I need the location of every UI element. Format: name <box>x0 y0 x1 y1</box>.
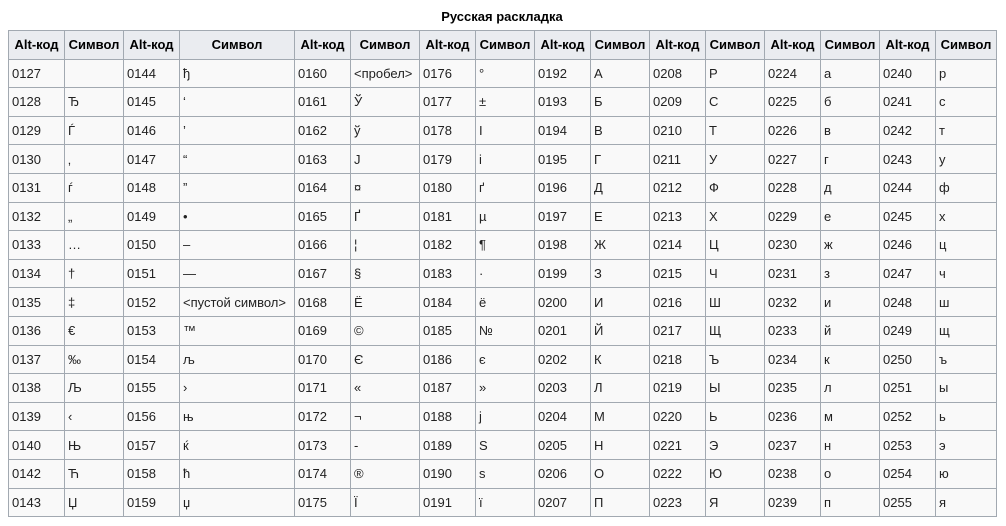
symbol-cell: Б <box>591 88 650 117</box>
alt-code-cell: 0143 <box>9 488 65 517</box>
alt-code-cell: 0132 <box>9 202 65 231</box>
symbol-cell: µ <box>476 202 535 231</box>
symbol-cell: А <box>591 59 650 88</box>
alt-code-cell: 0253 <box>880 431 936 460</box>
symbol-cell: Ч <box>706 259 765 288</box>
symbol-cell: К <box>591 345 650 374</box>
alt-code-cell: 0201 <box>535 316 591 345</box>
header-alt-code: Alt-код <box>295 31 351 60</box>
alt-code-cell: 0181 <box>420 202 476 231</box>
alt-code-cell: 0182 <box>420 231 476 260</box>
header-symbol: Символ <box>936 31 997 60</box>
header-symbol: Символ <box>591 31 650 60</box>
symbol-cell: е <box>821 202 880 231</box>
symbol-cell: з <box>821 259 880 288</box>
symbol-cell: я <box>936 488 997 517</box>
symbol-cell: „ <box>65 202 124 231</box>
alt-code-cell: 0242 <box>880 116 936 145</box>
symbol-cell: Э <box>706 431 765 460</box>
symbol-cell: ш <box>936 288 997 317</box>
symbol-cell: є <box>476 345 535 374</box>
symbol-cell: ’ <box>180 116 295 145</box>
symbol-cell: С <box>706 88 765 117</box>
alt-code-cell: 0136 <box>9 316 65 345</box>
symbol-cell: <пробел> <box>351 59 420 88</box>
alt-code-cell: 0237 <box>765 431 821 460</box>
alt-code-cell: 0162 <box>295 116 351 145</box>
symbol-cell: Ї <box>351 488 420 517</box>
alt-code-cell: 0179 <box>420 145 476 174</box>
table-row <box>9 145 997 174</box>
alt-code-cell: 0211 <box>650 145 706 174</box>
symbol-cell: ц <box>936 231 997 260</box>
symbol-cell: Ћ <box>65 459 124 488</box>
table-row <box>9 402 997 431</box>
symbol-cell: © <box>351 316 420 345</box>
alt-code-cell: 0191 <box>420 488 476 517</box>
alt-code-cell: 0177 <box>420 88 476 117</box>
table-body <box>9 59 997 517</box>
symbol-cell: ѓ <box>65 173 124 202</box>
symbol-cell: « <box>351 374 420 403</box>
alt-code-cell: 0172 <box>295 402 351 431</box>
alt-code-cell: 0240 <box>880 59 936 88</box>
alt-code-cell: 0206 <box>535 459 591 488</box>
alt-code-cell: 0185 <box>420 316 476 345</box>
alt-code-cell: 0218 <box>650 345 706 374</box>
alt-code-cell: 0152 <box>124 288 180 317</box>
alt-code-cell: 0156 <box>124 402 180 431</box>
header-symbol: Символ <box>180 31 295 60</box>
alt-code-cell: 0175 <box>295 488 351 517</box>
symbol-cell: ю <box>936 459 997 488</box>
symbol-cell: ђ <box>180 59 295 88</box>
table-row <box>9 488 997 517</box>
header-alt-code: Alt-код <box>650 31 706 60</box>
table-row <box>9 173 997 202</box>
symbol-cell: · <box>476 259 535 288</box>
header-row <box>9 31 997 60</box>
symbol-cell: Ѕ <box>476 431 535 460</box>
symbol-cell: — <box>180 259 295 288</box>
symbol-cell: ‚ <box>65 145 124 174</box>
symbol-cell: Ю <box>706 459 765 488</box>
alt-code-cell: 0131 <box>9 173 65 202</box>
alt-code-cell: 0204 <box>535 402 591 431</box>
alt-code-cell: 0225 <box>765 88 821 117</box>
header-alt-code: Alt-код <box>880 31 936 60</box>
alt-code-cell: 0192 <box>535 59 591 88</box>
symbol-cell: г <box>821 145 880 174</box>
symbol-cell: Ё <box>351 288 420 317</box>
symbol-cell: Ґ <box>351 202 420 231</box>
table-row <box>9 59 997 88</box>
symbol-cell: Ж <box>591 231 650 260</box>
alt-code-cell: 0149 <box>124 202 180 231</box>
symbol-cell: ‰ <box>65 345 124 374</box>
symbol-cell: ь <box>936 402 997 431</box>
alt-code-cell: 0252 <box>880 402 936 431</box>
alt-code-cell: 0189 <box>420 431 476 460</box>
alt-code-cell: 0165 <box>295 202 351 231</box>
symbol-cell: ‡ <box>65 288 124 317</box>
alt-code-cell: 0210 <box>650 116 706 145</box>
symbol-cell: Р <box>706 59 765 88</box>
alt-code-cell: 0247 <box>880 259 936 288</box>
alt-code-cell: 0241 <box>880 88 936 117</box>
symbol-cell: П <box>591 488 650 517</box>
table-row <box>9 116 997 145</box>
alt-code-cell: 0188 <box>420 402 476 431</box>
alt-code-cell: 0150 <box>124 231 180 260</box>
alt-code-cell: 0254 <box>880 459 936 488</box>
symbol-cell: ° <box>476 59 535 88</box>
alt-code-cell: 0197 <box>535 202 591 231</box>
symbol-cell: › <box>180 374 295 403</box>
alt-code-cell: 0212 <box>650 173 706 202</box>
symbol-cell: § <box>351 259 420 288</box>
symbol-cell: џ <box>180 488 295 517</box>
symbol-cell: с <box>936 88 997 117</box>
alt-code-cell: 0170 <box>295 345 351 374</box>
symbol-cell: † <box>65 259 124 288</box>
table-row <box>9 345 997 374</box>
alt-code-cell: 0248 <box>880 288 936 317</box>
symbol-cell: п <box>821 488 880 517</box>
symbol-cell <box>65 59 124 88</box>
alt-code-cell: 0190 <box>420 459 476 488</box>
alt-code-cell: 0157 <box>124 431 180 460</box>
symbol-cell: Ф <box>706 173 765 202</box>
symbol-cell: … <box>65 231 124 260</box>
alt-code-cell: 0238 <box>765 459 821 488</box>
table-row <box>9 88 997 117</box>
alt-code-cell: 0207 <box>535 488 591 517</box>
alt-code-cell: 0168 <box>295 288 351 317</box>
symbol-cell: т <box>936 116 997 145</box>
table-row <box>9 459 997 488</box>
table-row <box>9 431 997 460</box>
table-row <box>9 374 997 403</box>
table-row <box>9 231 997 260</box>
alt-code-cell: 0223 <box>650 488 706 517</box>
table-row <box>9 288 997 317</box>
symbol-cell: н <box>821 431 880 460</box>
alt-code-cell: 0178 <box>420 116 476 145</box>
alt-code-cell: 0186 <box>420 345 476 374</box>
alt-code-cell: 0236 <box>765 402 821 431</box>
alt-code-cell: 0234 <box>765 345 821 374</box>
symbol-cell: Й <box>591 316 650 345</box>
alt-code-cell: 0127 <box>9 59 65 88</box>
alt-code-cell: 0255 <box>880 488 936 517</box>
symbol-cell: ‘ <box>180 88 295 117</box>
alt-code-cell: 0232 <box>765 288 821 317</box>
alt-code-cell: 0163 <box>295 145 351 174</box>
symbol-cell: х <box>936 202 997 231</box>
alt-code-cell: 0184 <box>420 288 476 317</box>
symbol-cell: Ы <box>706 374 765 403</box>
alt-code-cell: 0133 <box>9 231 65 260</box>
alt-code-cell: 0171 <box>295 374 351 403</box>
symbol-cell: М <box>591 402 650 431</box>
symbol-cell: а <box>821 59 880 88</box>
alt-code-cell: 0164 <box>295 173 351 202</box>
symbol-cell: Ј <box>351 145 420 174</box>
symbol-cell: Щ <box>706 316 765 345</box>
symbol-cell: к <box>821 345 880 374</box>
symbol-cell: њ <box>180 402 295 431</box>
symbol-cell: у <box>936 145 997 174</box>
alt-code-cell: 0200 <box>535 288 591 317</box>
alt-code-cell: 0224 <box>765 59 821 88</box>
symbol-cell: € <box>65 316 124 345</box>
alt-code-cell: 0243 <box>880 145 936 174</box>
header-symbol: Символ <box>476 31 535 60</box>
symbol-cell: Ц <box>706 231 765 260</box>
symbol-cell: ѕ <box>476 459 535 488</box>
alt-code-cell: 0213 <box>650 202 706 231</box>
alt-code-cell: 0144 <box>124 59 180 88</box>
symbol-cell: Д <box>591 173 650 202</box>
symbol-cell: ы <box>936 374 997 403</box>
symbol-cell: э <box>936 431 997 460</box>
symbol-cell: ¶ <box>476 231 535 260</box>
header-symbol: Символ <box>65 31 124 60</box>
alt-code-cell: 0151 <box>124 259 180 288</box>
symbol-cell: ® <box>351 459 420 488</box>
alt-code-cell: 0158 <box>124 459 180 488</box>
table-caption: Русская раскладка <box>441 9 563 24</box>
header-alt-code: Alt-код <box>535 31 591 60</box>
alt-code-cell: 0169 <box>295 316 351 345</box>
alt-code-cell: 0142 <box>9 459 65 488</box>
alt-code-cell: 0145 <box>124 88 180 117</box>
alt-code-cell: 0220 <box>650 402 706 431</box>
symbol-cell: Л <box>591 374 650 403</box>
alt-code-cell: 0219 <box>650 374 706 403</box>
alt-code-cell: 0239 <box>765 488 821 517</box>
symbol-cell: Ђ <box>65 88 124 117</box>
symbol-cell: б <box>821 88 880 117</box>
symbol-cell: О <box>591 459 650 488</box>
alt-code-table <box>8 30 997 517</box>
alt-code-cell: 0209 <box>650 88 706 117</box>
symbol-cell: ™ <box>180 316 295 345</box>
symbol-cell: І <box>476 116 535 145</box>
symbol-cell: Є <box>351 345 420 374</box>
symbol-cell: щ <box>936 316 997 345</box>
alt-code-cell: 0137 <box>9 345 65 374</box>
symbol-cell: Њ <box>65 431 124 460</box>
alt-code-cell: 0250 <box>880 345 936 374</box>
alt-code-cell: 0222 <box>650 459 706 488</box>
symbol-cell: Ь <box>706 402 765 431</box>
symbol-cell: У <box>706 145 765 174</box>
alt-code-cell: 0198 <box>535 231 591 260</box>
symbol-cell: - <box>351 431 420 460</box>
alt-code-cell: 0231 <box>765 259 821 288</box>
symbol-cell: – <box>180 231 295 260</box>
symbol-cell: і <box>476 145 535 174</box>
symbol-cell: ¬ <box>351 402 420 431</box>
header-symbol: Символ <box>821 31 880 60</box>
symbol-cell: ¤ <box>351 173 420 202</box>
alt-code-cell: 0202 <box>535 345 591 374</box>
alt-code-cell: 0235 <box>765 374 821 403</box>
alt-code-cell: 0203 <box>535 374 591 403</box>
alt-code-cell: 0128 <box>9 88 65 117</box>
header-symbol: Символ <box>706 31 765 60</box>
symbol-cell: ґ <box>476 173 535 202</box>
symbol-cell: ќ <box>180 431 295 460</box>
symbol-cell: р <box>936 59 997 88</box>
alt-code-cell: 0134 <box>9 259 65 288</box>
symbol-cell: ч <box>936 259 997 288</box>
symbol-cell: д <box>821 173 880 202</box>
symbol-cell: Љ <box>65 374 124 403</box>
header-symbol: Символ <box>351 31 420 60</box>
alt-code-cell: 0229 <box>765 202 821 231</box>
alt-code-cell: 0208 <box>650 59 706 88</box>
symbol-cell: ё <box>476 288 535 317</box>
symbol-cell: Ш <box>706 288 765 317</box>
symbol-cell: Ў <box>351 88 420 117</box>
alt-code-cell: 0228 <box>765 173 821 202</box>
symbol-cell: ¦ <box>351 231 420 260</box>
alt-code-cell: 0249 <box>880 316 936 345</box>
alt-code-cell: 0221 <box>650 431 706 460</box>
symbol-cell: Е <box>591 202 650 231</box>
alt-code-cell: 0183 <box>420 259 476 288</box>
symbol-cell: Џ <box>65 488 124 517</box>
symbol-cell: в <box>821 116 880 145</box>
symbol-cell: ъ <box>936 345 997 374</box>
symbol-cell: <пустой символ> <box>180 288 295 317</box>
symbol-cell: » <box>476 374 535 403</box>
alt-code-cell: 0174 <box>295 459 351 488</box>
alt-code-cell: 0180 <box>420 173 476 202</box>
symbol-cell: и <box>821 288 880 317</box>
alt-code-cell: 0227 <box>765 145 821 174</box>
alt-code-cell: 0130 <box>9 145 65 174</box>
symbol-cell: й <box>821 316 880 345</box>
table-row <box>9 316 997 345</box>
alt-code-cell: 0199 <box>535 259 591 288</box>
symbol-cell: Т <box>706 116 765 145</box>
alt-code-cell: 0146 <box>124 116 180 145</box>
alt-code-cell: 0233 <box>765 316 821 345</box>
alt-code-cell: 0226 <box>765 116 821 145</box>
symbol-cell: ж <box>821 231 880 260</box>
header-alt-code: Alt-код <box>9 31 65 60</box>
symbol-cell: Я <box>706 488 765 517</box>
symbol-cell: м <box>821 402 880 431</box>
symbol-cell: о <box>821 459 880 488</box>
symbol-cell: “ <box>180 145 295 174</box>
symbol-cell: В <box>591 116 650 145</box>
alt-code-cell: 0217 <box>650 316 706 345</box>
alt-code-cell: 0196 <box>535 173 591 202</box>
header-alt-code: Alt-код <box>765 31 821 60</box>
symbol-cell: ў <box>351 116 420 145</box>
alt-code-cell: 0215 <box>650 259 706 288</box>
alt-code-cell: 0176 <box>420 59 476 88</box>
alt-code-cell: 0246 <box>880 231 936 260</box>
symbol-cell: л <box>821 374 880 403</box>
symbol-cell: ” <box>180 173 295 202</box>
alt-code-cell: 0214 <box>650 231 706 260</box>
table-row <box>9 202 997 231</box>
header-alt-code: Alt-код <box>124 31 180 60</box>
symbol-cell: Ъ <box>706 345 765 374</box>
alt-code-cell: 0129 <box>9 116 65 145</box>
alt-code-cell: 0148 <box>124 173 180 202</box>
symbol-cell: ‹ <box>65 402 124 431</box>
symbol-cell: ћ <box>180 459 295 488</box>
symbol-cell: № <box>476 316 535 345</box>
alt-code-cell: 0187 <box>420 374 476 403</box>
symbol-cell: ± <box>476 88 535 117</box>
symbol-cell: ф <box>936 173 997 202</box>
symbol-cell: • <box>180 202 295 231</box>
alt-code-cell: 0205 <box>535 431 591 460</box>
symbol-cell: И <box>591 288 650 317</box>
symbol-cell: ј <box>476 402 535 431</box>
symbol-cell: Н <box>591 431 650 460</box>
alt-code-cell: 0166 <box>295 231 351 260</box>
alt-code-cell: 0161 <box>295 88 351 117</box>
symbol-cell: Х <box>706 202 765 231</box>
alt-code-cell: 0147 <box>124 145 180 174</box>
alt-code-cell: 0230 <box>765 231 821 260</box>
alt-code-cell: 0193 <box>535 88 591 117</box>
alt-code-cell: 0194 <box>535 116 591 145</box>
alt-code-cell: 0154 <box>124 345 180 374</box>
header-alt-code: Alt-код <box>420 31 476 60</box>
symbol-cell: ї <box>476 488 535 517</box>
alt-code-cell: 0140 <box>9 431 65 460</box>
layout-table-container <box>8 8 997 517</box>
symbol-cell: Г <box>591 145 650 174</box>
table-row <box>9 259 997 288</box>
alt-code-cell: 0135 <box>9 288 65 317</box>
alt-code-cell: 0159 <box>124 488 180 517</box>
alt-code-cell: 0195 <box>535 145 591 174</box>
alt-code-cell: 0244 <box>880 173 936 202</box>
alt-code-cell: 0153 <box>124 316 180 345</box>
alt-code-cell: 0138 <box>9 374 65 403</box>
alt-code-cell: 0160 <box>295 59 351 88</box>
alt-code-cell: 0167 <box>295 259 351 288</box>
alt-code-cell: 0216 <box>650 288 706 317</box>
alt-code-cell: 0245 <box>880 202 936 231</box>
symbol-cell: љ <box>180 345 295 374</box>
alt-code-cell: 0173 <box>295 431 351 460</box>
alt-code-cell: 0251 <box>880 374 936 403</box>
symbol-cell: З <box>591 259 650 288</box>
symbol-cell: Ѓ <box>65 116 124 145</box>
alt-code-cell: 0155 <box>124 374 180 403</box>
alt-code-cell: 0139 <box>9 402 65 431</box>
